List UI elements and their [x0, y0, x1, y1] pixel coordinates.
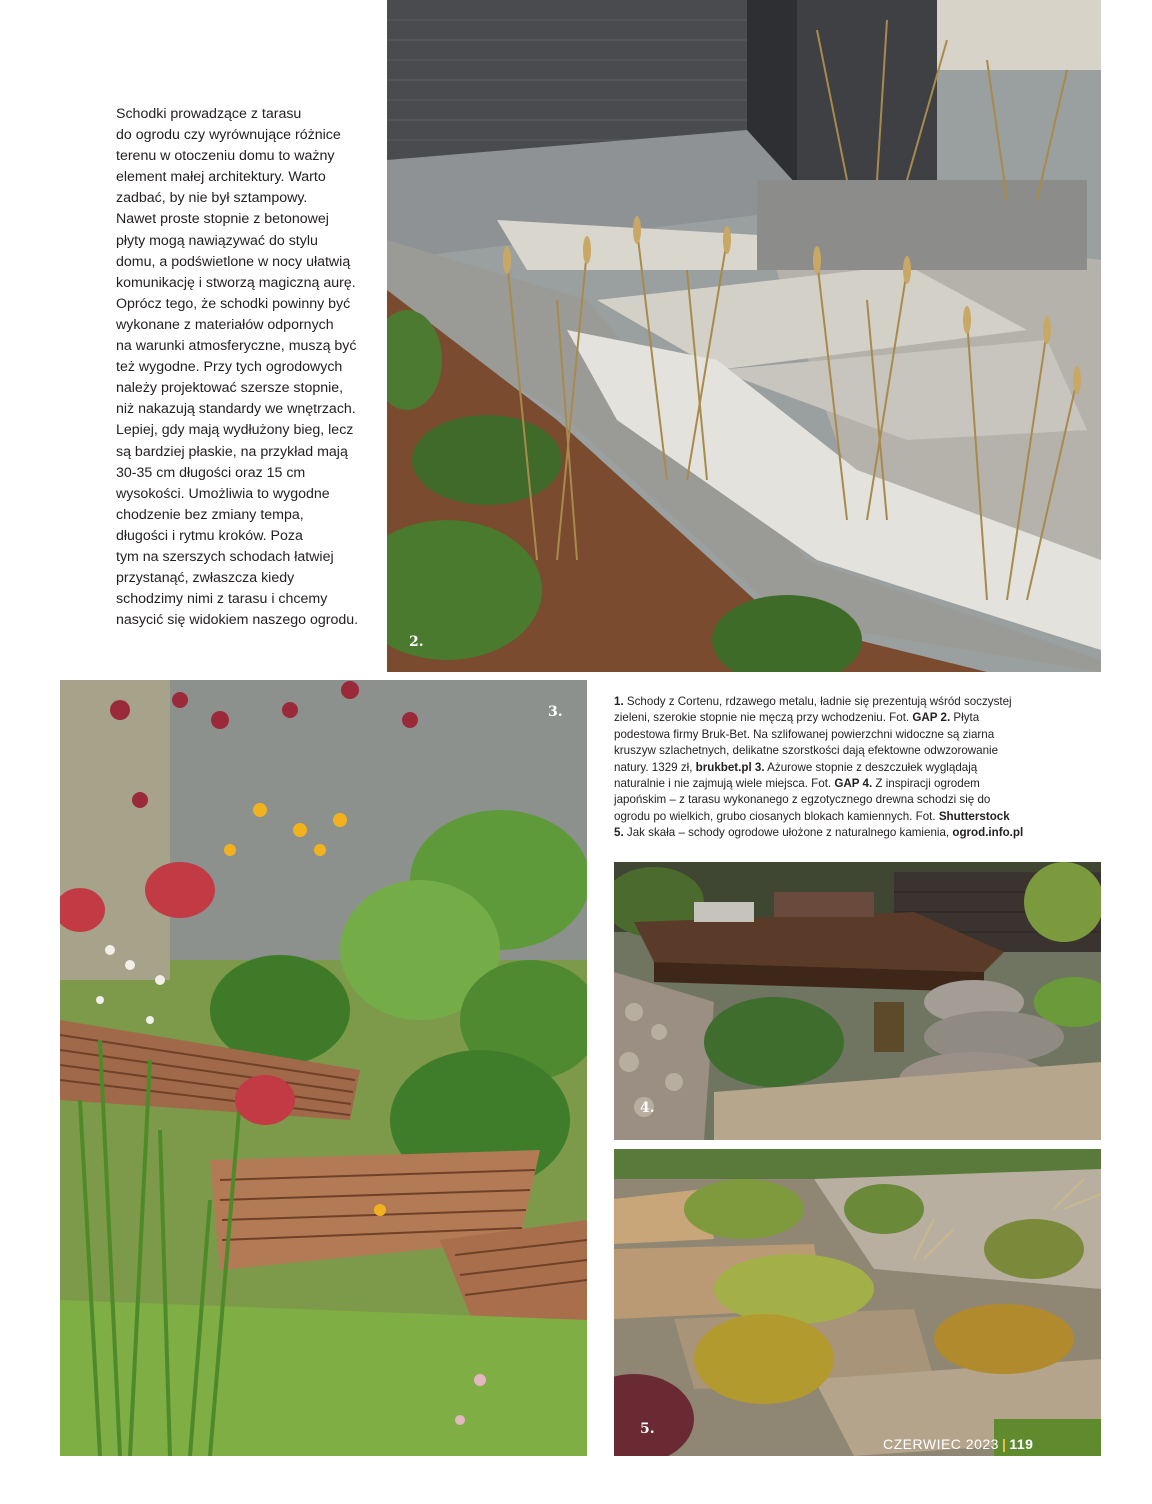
caption-line — [614, 792, 1104, 808]
caption-run: kruszyw szlachetnych, delikatne szorstkości dają efektowne odwzorowanie — [614, 744, 999, 758]
caption-run: zieleni, szerokie stopnie nie męczą przy wchodzeniu. Fot. — [614, 711, 913, 725]
body-text-line: domu, a podświetlone w nocy ułatwią — [116, 253, 351, 270]
caption-run: natury. 1329 zł, — [614, 760, 696, 774]
caption-run: Jak skała – schody ogrodowe ułożone z naturalnego kamienia, — [623, 826, 953, 840]
caption-run: ogrodu po wielkich, grubo ciosanych blokach kamiennych. Fot. — [614, 809, 939, 823]
caption-line — [614, 743, 1104, 759]
caption-bold-run: ogrod.info.pl — [952, 826, 1024, 840]
body-text-line: Lepiej, gdy mają wydłużony bieg, lecz — [116, 422, 354, 439]
caption-line — [614, 710, 1104, 726]
body-text-line: chodzenie bez zmiany tempa, — [116, 506, 304, 523]
body-text-line: też wygodne. Przy tych ogrodowych — [116, 359, 343, 376]
photo-deck-stone-steps — [614, 862, 1101, 1140]
body-text-line: tym na szerszych schodach łatwiej — [116, 548, 334, 565]
photo-wooden-slat-steps — [60, 680, 587, 1456]
caption-run: Schody z Cortenu, rdzawego metalu, ładnie się prezentują wśród soczystej — [623, 695, 1012, 708]
body-text-line: długości i rytmu kroków. Poza — [116, 527, 303, 544]
body-text-line: terenu w otoczeniu domu to ważny — [116, 148, 335, 165]
caption-line — [614, 809, 1104, 825]
caption-run: Ażurowe stopnie z deszczułek wyglądają — [764, 760, 978, 774]
body-text-line: 30-35 cm długości oraz 15 cm — [116, 464, 306, 481]
body-text-line: wykonane z materiałów odpornych — [116, 316, 334, 333]
issue-date: CZERWIEC 2023 — [883, 1436, 999, 1452]
caption-line — [614, 825, 1104, 841]
body-text-line: schodzimy nimi z tarasu i chcemy — [116, 591, 328, 608]
body-text-line: są bardziej płaskie, na przykład mają — [116, 443, 348, 460]
body-text-line: Schodki prowadzące z tarasu — [116, 106, 302, 122]
caption-bold-run: GAP 2. — [912, 711, 951, 725]
caption-run: Płyta — [950, 711, 980, 725]
body-text-line: element małej architektury. Warto — [116, 169, 326, 186]
page-number: 119 — [1009, 1436, 1034, 1452]
caption-bold-run: Shutterstock — [938, 809, 1010, 823]
body-text-line: płyty mogą nawiązywać do stylu — [116, 232, 318, 249]
body-text-line: na warunki atmosferyczne, muszą być — [116, 338, 357, 355]
photo-number-3: 3. — [548, 704, 563, 720]
body-text-line: należy projektować szersze stopnie, — [116, 380, 344, 397]
caption-run: naturalnie i nie zajmują wiele miejsca. Fot. — [614, 777, 835, 791]
photo-number-2: 2. — [409, 634, 424, 650]
footer-separator: | — [1001, 1436, 1007, 1452]
body-text-line: do ogrodu czy wyrównujące różnice — [116, 127, 341, 144]
caption-line — [614, 694, 1104, 710]
body-text-line: niż nakazują standardy we wnętrzach. — [116, 401, 356, 418]
body-text-line: Oprócz tego, że schodki powinny być — [116, 295, 351, 312]
caption-run: japońskim – z tarasu wykonanego z egzotycznego drewna schodzi się do — [614, 793, 991, 807]
caption-bold-run: 1. — [614, 695, 624, 708]
photo-number-5: 5. — [640, 1421, 655, 1437]
body-text-line: nasycić się widokiem naszego ogrodu. — [116, 612, 359, 629]
photo-caption — [614, 694, 1104, 842]
caption-bold-run: GAP 4. — [834, 777, 873, 791]
caption-line — [614, 727, 1104, 743]
body-text-line: wysokości. Umożliwia to wygodne — [116, 485, 330, 502]
page-footer — [883, 1436, 1033, 1452]
caption-bold-run: brukbet.pl 3. — [695, 760, 765, 774]
caption-line — [614, 776, 1104, 792]
body-text-line: zadbać, by nie był sztampowy. — [116, 190, 308, 207]
body-text-line: Nawet proste stopnie z betonowej — [116, 211, 329, 228]
caption-run: Z inspiracji ogrodem — [872, 777, 980, 791]
caption-line — [614, 760, 1104, 776]
photo-number-4: 4. — [640, 1100, 655, 1116]
caption-bold-run: 5. — [614, 826, 624, 840]
caption-run: podestowa firmy Bruk-Bet. Na szlifowanej powierzchni widoczne są ziarna — [614, 727, 995, 741]
body-text — [116, 104, 378, 631]
photo-concrete-steps — [387, 0, 1101, 672]
body-text-line: komunikację i stworzą magiczną aurę. — [116, 274, 356, 291]
photo-natural-stone-steps — [614, 1149, 1101, 1456]
body-text-line: przystanąć, zwłaszcza kiedy — [116, 570, 295, 587]
